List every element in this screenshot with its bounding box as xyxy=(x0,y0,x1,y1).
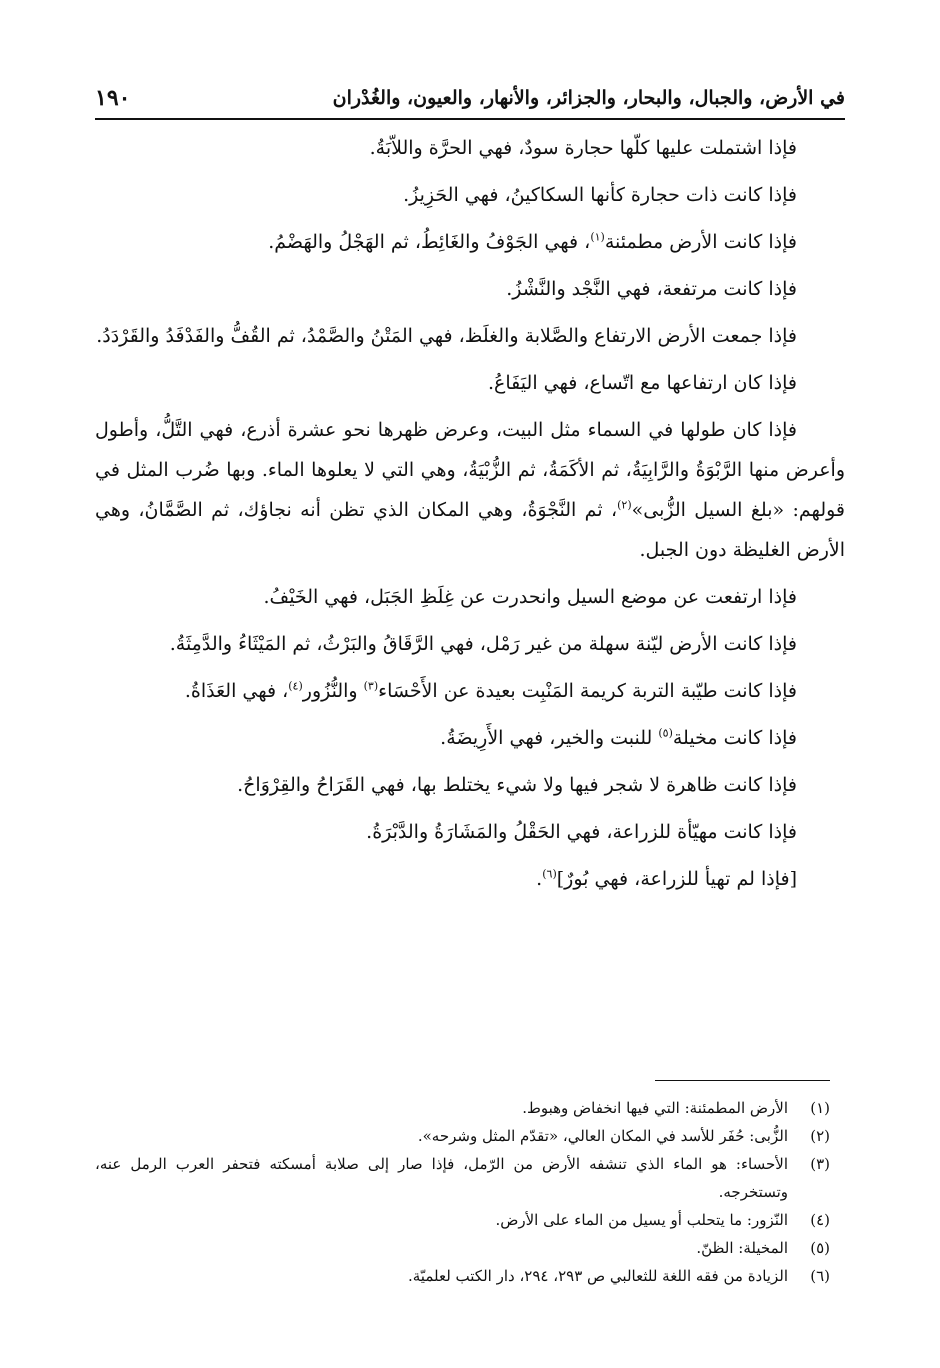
running-header xyxy=(95,78,845,120)
paragraph-text: للنبت والخير، فهي الأَرِيضَةُ. xyxy=(440,727,659,749)
footnote xyxy=(95,1262,830,1290)
footnote-number: (٤) xyxy=(810,1211,830,1229)
page-number: ١٩٠ xyxy=(95,85,131,111)
paragraph-text: فإذا كانت مخيلة xyxy=(672,727,797,749)
paragraph xyxy=(95,363,845,403)
footnote-text: النّزور: ما يتحلب أو يسيل من الماء على الأرض. xyxy=(495,1211,788,1229)
footnote-divider xyxy=(655,1080,830,1081)
footnote-ref: (٤) xyxy=(288,679,303,693)
paragraph-text: فإذا كان طولها في السماء مثل البيت، وعرض ظهرها نحو عشرة أذرع، فهي التَّلُّ، وأطول وأعرض منها الرَّبْوَةُ والرَّابِيَةُ، ثم الأكَمَةُ، ثم الزُّبْيَةُ، وهي التي لا يعلوها الماء. وبها ضُرب المثل في قولهم: «بلغ السيل الزُّبى» xyxy=(95,419,846,521)
paragraph-text: فإذا كانت مرتفعة، فهي النَّجْد والنَّشْزُ. xyxy=(506,278,797,300)
paragraph-text: والنُّزُور xyxy=(302,680,364,702)
footnote xyxy=(95,1150,830,1206)
footnote-ref: (٣) xyxy=(363,679,379,693)
footnote xyxy=(95,1234,830,1262)
paragraph-text: فإذا كانت ظاهرة لا شجر فيها ولا شيء يختلط بها، فهي القَرَاحُ والقِرْوَاحُ. xyxy=(237,774,797,796)
paragraph-text: ، فهي الجَوْفُ والغَائِطُ، ثم الهَجْلُ والهَضْمُ. xyxy=(268,231,591,253)
paragraph xyxy=(95,624,845,664)
footnote-number: (٢) xyxy=(810,1127,830,1145)
footnote-text: الزيادة من فقه اللغة للثعالبي ص ٢٩٣، ٢٩٤، دار الكتب لعلميّة. xyxy=(408,1267,788,1285)
footnote-ref: (١) xyxy=(590,230,605,244)
paragraph xyxy=(95,175,845,215)
paragraph-text: ، فهي العَذَاةُ. xyxy=(184,680,289,702)
paragraph xyxy=(95,222,845,262)
footnote-number: (١) xyxy=(810,1099,830,1117)
paragraph xyxy=(95,410,845,570)
chapter-title: في الأرض، والجبال، والبحار، والجزائر، والأنهار، والعيون، والغُدْران xyxy=(332,87,845,109)
paragraph-text: فإذا اشتملت عليها كلّها حجارة سودٌ، فهي الحرَّة واللاّبَةُ. xyxy=(369,137,797,159)
paragraph-text: فإذا كانت مهيّأة للزراعة، فهي الحَقْلُ والمَشَارَةُ والدَّبْرَةُ. xyxy=(366,821,797,843)
footnote-text: الزُّبى: حُفَر للأسد في المكان العالي، «تقدّم المثل وشرحه». xyxy=(417,1127,788,1145)
footnote-ref: (٦) xyxy=(542,867,557,881)
paragraph-text: . xyxy=(536,868,543,890)
main-text xyxy=(95,128,845,906)
footnote-text: الأحساء: هو الماء الذي تنشفه الأرض من الرّمل، فإذا صار إلى صلابة أمسكته فتحفر العرب الرمل عنه، وتستخرجه. xyxy=(95,1155,788,1201)
footnote-text: الأرض المطمئنة: التي فيها انخفاض وهبوط. xyxy=(522,1099,788,1117)
paragraph-text: فإذا جمعت الأرض الارتفاع والصَّلابة والغلَظ، فهي المَتْنُ والصَّمْدُ، ثم القُفُّ والفَدْفَدُ والقَرْدَدُ. xyxy=(96,325,797,347)
paragraph-text: فإذا كانت الأرض ليّنة سهلة من غير رَمْل، فهي الرَّقَاقُ والبَرْثُ، ثم المَيْثَاءُ والدَّمِثَةُ. xyxy=(169,633,797,655)
paragraph-text: فإذا كانت طيّبة التربة كريمة المَنْبِت بعيدة عن الأَحْسَاء xyxy=(378,680,797,702)
paragraph xyxy=(95,859,845,899)
paragraph-text: فإذا كانت ذات حجارة كأنها السكاكينُ، فهي الحَزِيزُ. xyxy=(403,184,797,206)
footnote xyxy=(95,1094,830,1122)
paragraph xyxy=(95,765,845,805)
footnote xyxy=(95,1122,830,1150)
footnote-ref: (٥) xyxy=(658,726,673,740)
paragraph-text: فإذا كانت الأرض مطمئنة xyxy=(604,231,797,253)
paragraph xyxy=(95,812,845,852)
paragraph xyxy=(95,671,845,711)
paragraph-text: فإذا كان ارتفاعها مع اتّساع، فهي اليَفَاعُ. xyxy=(488,372,797,394)
paragraph xyxy=(95,577,845,617)
paragraph xyxy=(95,316,845,356)
paragraph xyxy=(95,269,845,309)
footnote-number: (٣) xyxy=(810,1155,830,1173)
paragraph xyxy=(95,128,845,168)
paragraph xyxy=(95,718,845,758)
footnote-number: (٥) xyxy=(810,1239,830,1257)
footnote-ref: (٢) xyxy=(617,498,632,512)
footnotes xyxy=(95,1094,830,1290)
footnote-text: المخيلة: الظنّ. xyxy=(696,1239,788,1257)
footnote xyxy=(95,1206,830,1234)
footnote-number: (٦) xyxy=(810,1267,830,1285)
paragraph-text: ، ثم النَّجْوَةُ، وهي المكان الذي تظن أنه نجاؤك، ثم الصَّمَّانُ، وهي الأرض الغليظة دون الجبل. xyxy=(95,499,845,561)
paragraph-text: فإذا ارتفعت عن موضع السيل وانحدرت عن غِلَظِ الجَبَل، فهي الخَيْفُ. xyxy=(263,586,797,608)
paragraph-text: [فإذا لم تهيأ للزراعة، فهي بُورٌ] xyxy=(556,868,797,890)
